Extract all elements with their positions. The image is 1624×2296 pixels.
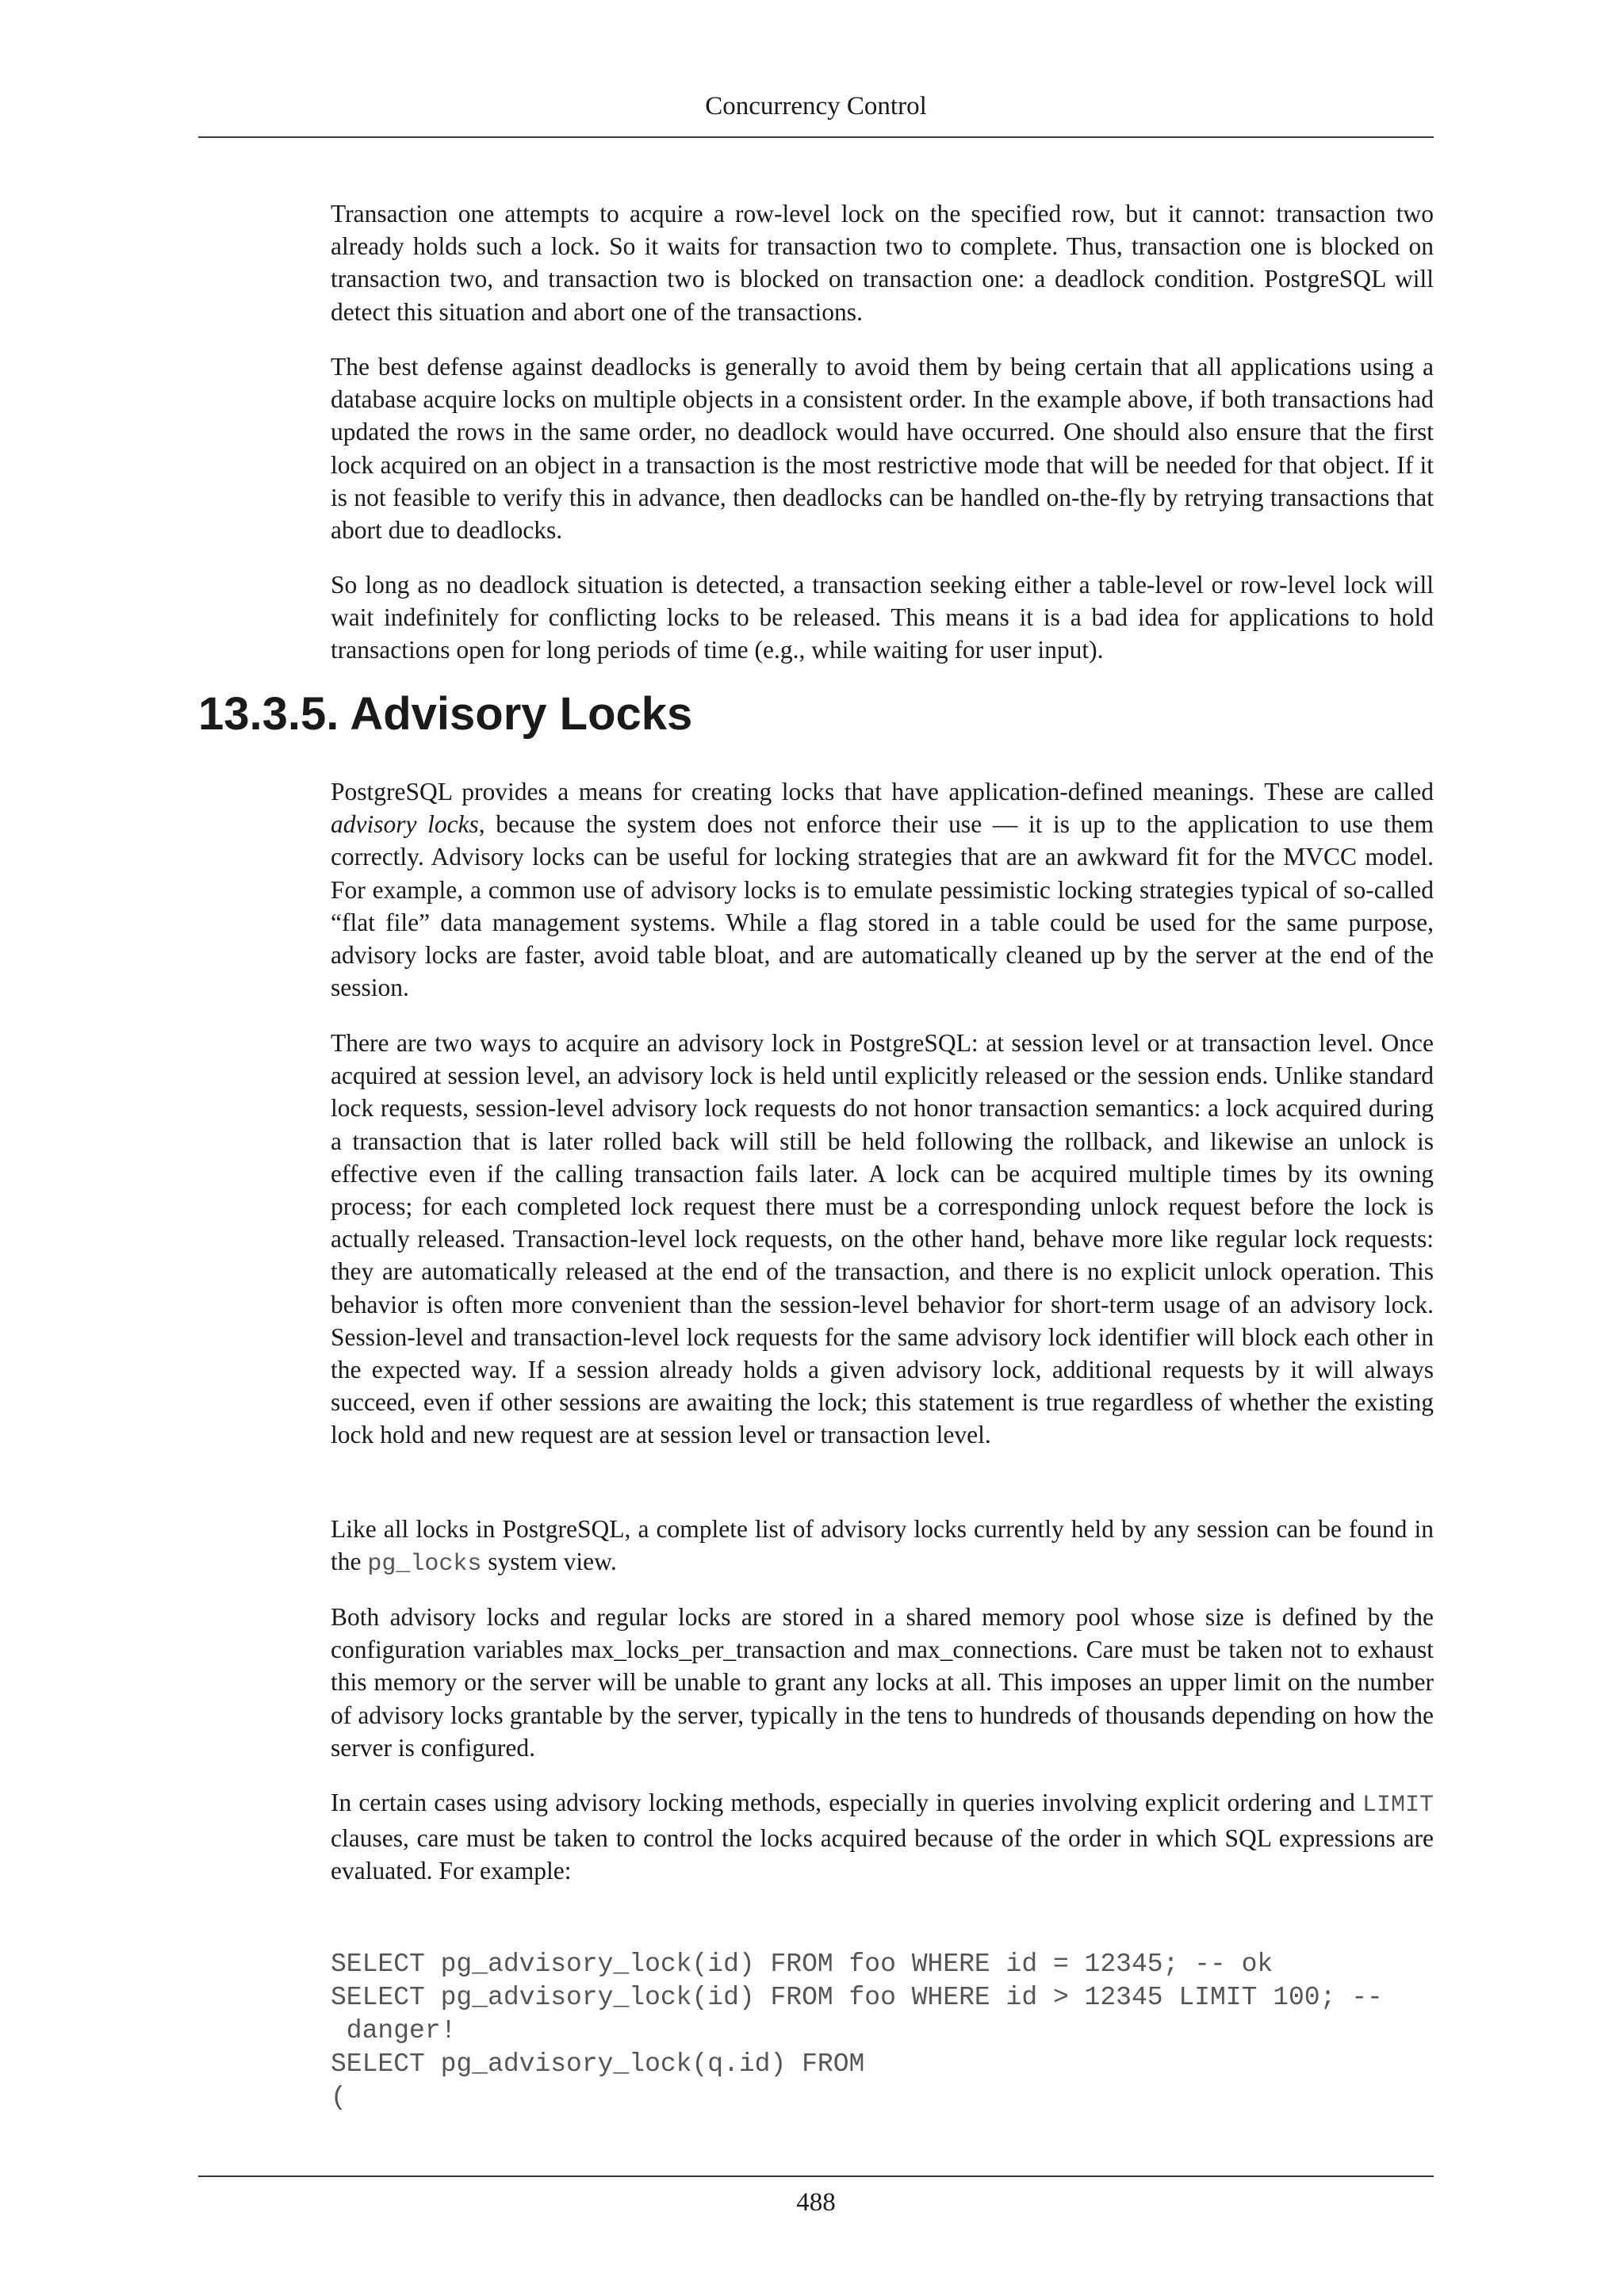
text-segment: PostgreSQL provides a means for creating locks that have application-defined meanings. These are called [331, 778, 1434, 806]
code-line: SELECT pg_advisory_lock(id) FROM foo WHERE id = 12345; -- ok [331, 1950, 1274, 1979]
text-segment: clauses, care must be taken to control the locks acquired because of the order in which SQL expressions are evaluated. For example: [331, 1824, 1434, 1885]
header-rule [198, 136, 1434, 138]
paragraph-shared-memory: Both advisory locks and regular locks are stored in a shared memory pool whose size is defined by the configuration variables max_locks_per_transaction and max_connections. Care must be taken not to exhaust this memory or the server will be unable to grant any locks at all. This imposes an upper limit on the number of advisory locks grantable by the server, typically in the tens to hundreds of thousands depending on how the server is configured. [331, 1603, 1434, 1762]
text-segment: Like all locks in PostgreSQL, a complete list of advisory locks currently held by any session can be found in the [331, 1515, 1434, 1576]
paragraph-pg-locks [331, 1513, 1434, 1581]
footer-rule [198, 2175, 1434, 2177]
section-heading: 13.3.5. Advisory Locks [198, 688, 693, 740]
code-line: ( [331, 2083, 347, 2112]
code-line: danger! [331, 2016, 457, 2045]
text-segment: , because the system does not enforce their use — it is up to the application to use them correctly. Advisory locks can be useful for locking strategies that are an awkward fit for the MVCC model. For example, a common use of advisory locks is to emulate pessimistic locking strategies typical of so-called “flat file” data management systems. While a flag stored in a table could be used for the same purpose, advisory locks are faster, avoid table bloat, and are automatically cleaned up by the server at the end of the session. [331, 810, 1434, 1002]
paragraph-advisory-intro [331, 775, 1434, 1004]
running-header: Concurrency Control [705, 92, 927, 121]
paragraph-deadlock-defense: The best defense against deadlocks is generally to avoid them by being certain that all applications using a database acquire locks on multiple objects in a consistent order. In the example above, if both transactions had updated the rows in the same order, no deadlock would have occurred. One should also ensure that the first lock acquired on an object in a transaction is the most restrictive mode that will be needed for that object. If it is not feasible to verify this in advance, then deadlocks can be handled on-the-fly by retrying transactions that abort due to deadlocks. [331, 353, 1434, 545]
paragraph-advisory-levels: There are two ways to acquire an advisory lock in PostgreSQL: at session level or at transaction level. Once acquired at session level, an advisory lock is held until explicitly released or the session ends. Unlike standard lock requests, session-level advisory lock requests do not honor transaction semantics: a lock acquired during a transaction that is later rolled back will still be held following the rollback, and likewise an unlock is effective even if the calling transaction fails later. A lock can be acquired multiple times by its owning process; for each completed lock request there must be a corresponding unlock request before the lock is actually released. Transaction-level lock requests, on the other hand, behave more like regular lock requests: they are automatically released at the end of the transaction, and there is no explicit unlock operation. This behavior is often more convenient than the session-level behavior for short-term usage of an advisory lock. Session-level and transaction-level lock requests for the same advisory lock identifier will block each other in the expected way. If a session already holds a given advisory lock, additional requests by it will always succeed, even if other sessions are awaiting the lock; this statement is true regardless of whether the existing lock hold and new request are at session level or transaction level. [331, 1029, 1434, 1449]
paragraph-deadlock-example: Transaction one attempts to acquire a row-level lock on the specified row, but it cannot: transaction two already holds such a lock. So it waits for transaction two to complete. Thus, transaction one is blocked on transaction two, and transaction two is blocked on transaction one: a deadlock condition. PostgreSQL will detect this situation and abort one of the transactions. [331, 200, 1434, 326]
text-segment: system view. [481, 1548, 617, 1576]
code-pg-locks: pg_locks [367, 1551, 482, 1578]
code-line: SELECT pg_advisory_lock(q.id) FROM [331, 2049, 865, 2079]
paragraph-deadlock-wait: So long as no deadlock situation is detected, a transaction seeking either a table-level or row-level lock will wait indefinitely for conflicting locks to be released. This means it is a bad idea for applications to hold transactions open for long periods of time (e.g., while waiting for user input). [331, 571, 1434, 664]
sql-code-block [331, 1948, 1383, 2114]
paragraph-limit-caution [331, 1786, 1434, 1888]
text-segment: In certain cases using advisory locking methods, especially in queries involving explicit ordering and [331, 1789, 1362, 1816]
code-line: SELECT pg_advisory_lock(id) FROM foo WHERE id > 12345 LIMIT 100; -- [331, 1983, 1383, 2012]
page-number: 488 [796, 2188, 836, 2217]
emphasis-advisory-locks: advisory locks [331, 810, 479, 839]
code-limit: LIMIT [1362, 1792, 1434, 1819]
